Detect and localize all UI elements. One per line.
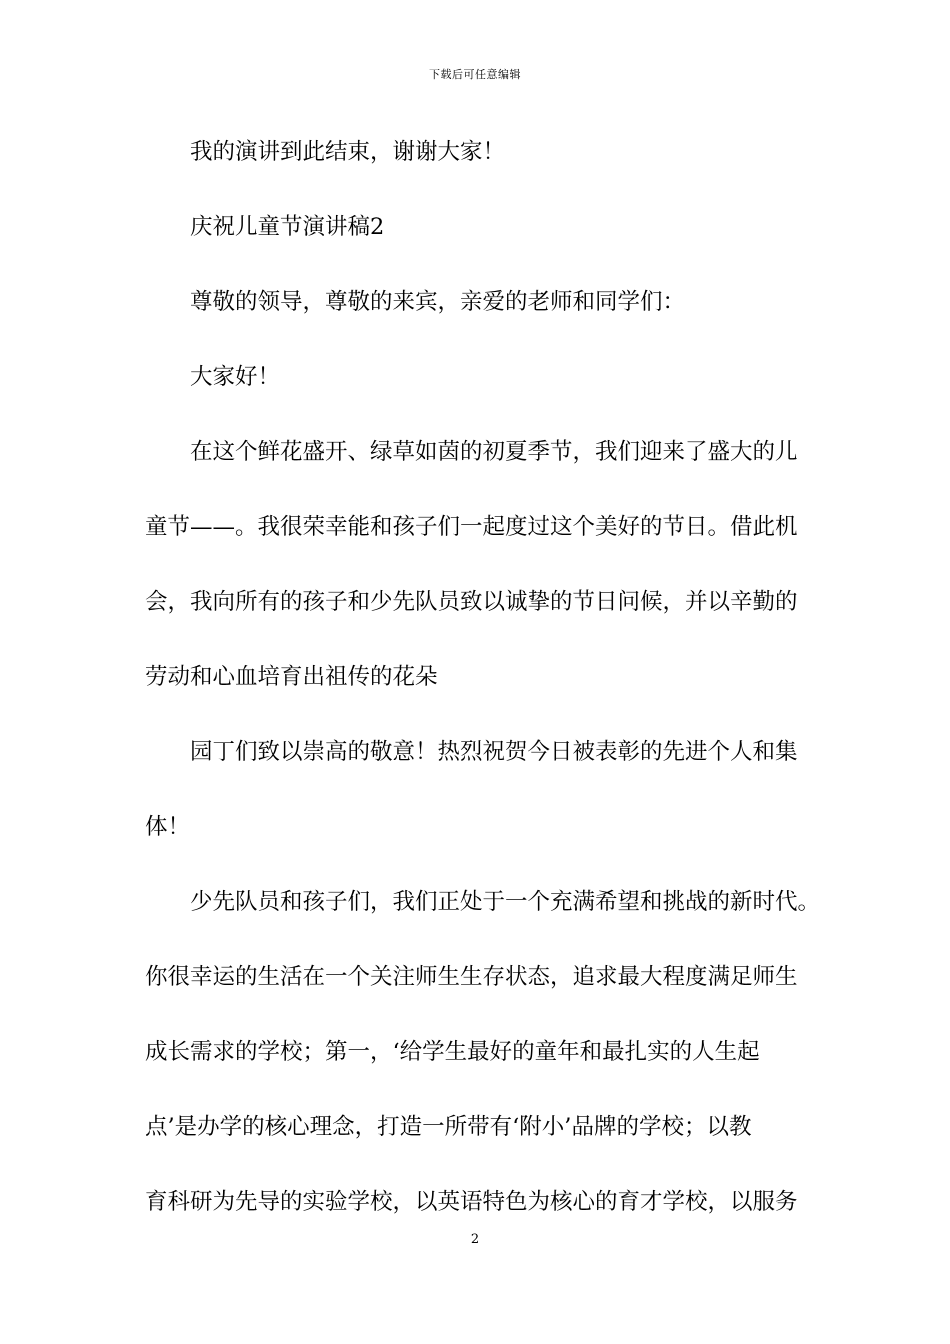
paragraph-line: 劳动和心血培育出祖传的花朵	[145, 664, 438, 690]
speech-title: 庆祝儿童节演讲稿2	[190, 214, 385, 240]
paragraph-line: 会，我向所有的孩子和少先队员致以诚挚的节日问候，并以辛勤的	[145, 589, 798, 615]
closing-line: 我的演讲到此结束，谢谢大家！	[190, 139, 506, 165]
paragraph-line: 成长需求的学校；第一，‘给学生最好的童年和最扎实的人生起	[145, 1039, 760, 1065]
paragraph-line: 园丁们致以崇高的敬意！热烈祝贺今日被表彰的先进个人和集	[190, 739, 798, 765]
greeting-line: 大家好！	[190, 364, 281, 390]
header-note: 下载后可任意编辑	[429, 68, 521, 81]
paragraph-line: 体！	[145, 814, 191, 840]
paragraph-line: 育科研为先导的实验学校，以英语特色为核心的育才学校，以服务	[145, 1189, 798, 1215]
paragraph-line: 点’是办学的核心理念，打造一所带有‘附小’品牌的学校；以教	[145, 1114, 752, 1140]
paragraph-line: 你很幸运的生活在一个关注师生生存状态，追求最大程度满足师生	[145, 964, 798, 990]
paragraph-line: 少先队员和孩子们，我们正处于一个充满希望和挑战的新时代。	[190, 889, 821, 915]
paragraph-line: 在这个鲜花盛开、绿草如茵的初夏季节，我们迎来了盛大的儿	[190, 439, 798, 465]
paragraph-line: 童节——。我很荣幸能和孩子们一起度过这个美好的节日。借此机	[145, 514, 798, 540]
salutation-line: 尊敬的领导，尊敬的来宾，亲爱的老师和同学们：	[190, 289, 686, 315]
page-number: 2	[470, 1232, 480, 1247]
